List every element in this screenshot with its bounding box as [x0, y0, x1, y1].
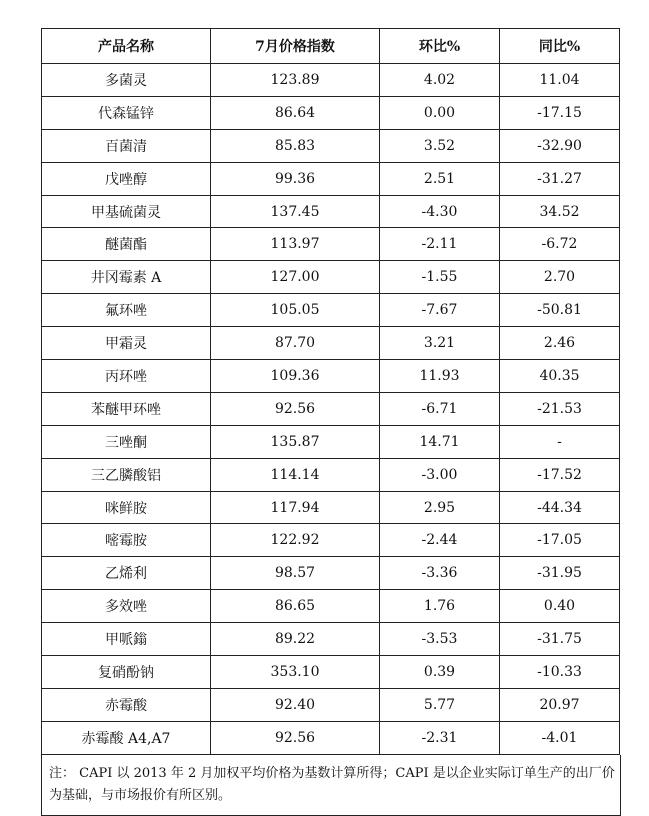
cell-product-name: 多菌灵 [42, 64, 211, 97]
cell-mom-percent: -2.44 [380, 524, 500, 557]
cell-yoy-percent: -21.53 [500, 392, 620, 425]
header-yoy-percent: 同比% [500, 29, 620, 64]
table-row [42, 688, 620, 721]
cell-mom-percent: 14.71 [380, 425, 500, 458]
cell-yoy-percent: 20.97 [500, 688, 620, 721]
cell-yoy-percent: -10.33 [500, 656, 620, 689]
cell-product-name: 嘧霉胺 [42, 524, 211, 557]
table-row [42, 590, 620, 623]
cell-product-name: 代森锰锌 [42, 96, 211, 129]
table-body [42, 64, 620, 755]
cell-mom-percent: -6.71 [380, 392, 500, 425]
cell-yoy-percent: 0.40 [500, 590, 620, 623]
cell-mom-percent: 3.52 [380, 129, 500, 162]
cell-yoy-percent: 40.35 [500, 360, 620, 393]
cell-product-name: 甲霜灵 [42, 327, 211, 360]
cell-july-index: 127.00 [211, 261, 380, 294]
cell-yoy-percent: - [500, 425, 620, 458]
cell-july-index: 123.89 [211, 64, 380, 97]
table-row [42, 327, 620, 360]
cell-july-index: 92.40 [211, 688, 380, 721]
cell-july-index: 99.36 [211, 162, 380, 195]
cell-july-index: 92.56 [211, 392, 380, 425]
table-row [42, 294, 620, 327]
table-row [42, 656, 620, 689]
cell-mom-percent: -2.11 [380, 228, 500, 261]
cell-product-name: 乙烯利 [42, 557, 211, 590]
cell-mom-percent: 1.76 [380, 590, 500, 623]
cell-mom-percent: 4.02 [380, 64, 500, 97]
cell-product-name: 咪鲜胺 [42, 491, 211, 524]
cell-mom-percent: 11.93 [380, 360, 500, 393]
cell-july-index: 105.05 [211, 294, 380, 327]
cell-yoy-percent: 2.46 [500, 327, 620, 360]
cell-product-name: 三乙膦酸铝 [42, 458, 211, 491]
cell-mom-percent: 2.95 [380, 491, 500, 524]
cell-mom-percent: -1.55 [380, 261, 500, 294]
cell-july-index: 85.83 [211, 129, 380, 162]
cell-mom-percent: -3.36 [380, 557, 500, 590]
price-index-table [41, 28, 620, 755]
table-row [42, 458, 620, 491]
table-row [42, 261, 620, 294]
cell-product-name: 三唑酮 [42, 425, 211, 458]
cell-mom-percent: -3.53 [380, 623, 500, 656]
header-product-name: 产品名称 [42, 29, 211, 64]
cell-product-name: 甲哌鎓 [42, 623, 211, 656]
cell-mom-percent: -2.31 [380, 721, 500, 754]
cell-mom-percent: 5.77 [380, 688, 500, 721]
cell-product-name: 戊唑醇 [42, 162, 211, 195]
cell-july-index: 135.87 [211, 425, 380, 458]
cell-product-name: 井冈霉素 A [42, 261, 211, 294]
cell-july-index: 86.64 [211, 96, 380, 129]
cell-yoy-percent: -4.01 [500, 721, 620, 754]
cell-mom-percent: -4.30 [380, 195, 500, 228]
cell-yoy-percent: -6.72 [500, 228, 620, 261]
cell-yoy-percent: -17.52 [500, 458, 620, 491]
cell-product-name: 苯醚甲环唑 [42, 392, 211, 425]
cell-july-index: 89.22 [211, 623, 380, 656]
cell-product-name: 醚菌酯 [42, 228, 211, 261]
cell-yoy-percent: -31.75 [500, 623, 620, 656]
cell-july-index: 109.36 [211, 360, 380, 393]
table-row [42, 491, 620, 524]
table-row [42, 228, 620, 261]
cell-july-index: 353.10 [211, 656, 380, 689]
cell-yoy-percent: -31.95 [500, 557, 620, 590]
table-header-row [42, 29, 620, 64]
cell-yoy-percent: 11.04 [500, 64, 620, 97]
cell-product-name: 赤霉酸 A4,A7 [42, 721, 211, 754]
table-row [42, 129, 620, 162]
table-row [42, 557, 620, 590]
header-july-index: 7月价格指数 [211, 29, 380, 64]
table-row [42, 392, 620, 425]
cell-product-name: 复硝酚钠 [42, 656, 211, 689]
cell-july-index: 113.97 [211, 228, 380, 261]
cell-product-name: 赤霉酸 [42, 688, 211, 721]
cell-july-index: 122.92 [211, 524, 380, 557]
table-row [42, 524, 620, 557]
cell-mom-percent: 0.39 [380, 656, 500, 689]
table-row [42, 721, 620, 754]
table-row [42, 195, 620, 228]
cell-mom-percent: 0.00 [380, 96, 500, 129]
cell-yoy-percent: -32.90 [500, 129, 620, 162]
cell-july-index: 98.57 [211, 557, 380, 590]
cell-product-name: 甲基硫菌灵 [42, 195, 211, 228]
cell-yoy-percent: -50.81 [500, 294, 620, 327]
cell-product-name: 百菌清 [42, 129, 211, 162]
cell-yoy-percent: -17.05 [500, 524, 620, 557]
cell-product-name: 氟环唑 [42, 294, 211, 327]
cell-july-index: 86.65 [211, 590, 380, 623]
cell-yoy-percent: -31.27 [500, 162, 620, 195]
cell-yoy-percent: 2.70 [500, 261, 620, 294]
cell-yoy-percent: -17.15 [500, 96, 620, 129]
table-row [42, 96, 620, 129]
cell-july-index: 92.56 [211, 721, 380, 754]
table-row [42, 64, 620, 97]
cell-yoy-percent: 34.52 [500, 195, 620, 228]
header-mom-percent: 环比% [380, 29, 500, 64]
cell-july-index: 87.70 [211, 327, 380, 360]
cell-mom-percent: 3.21 [380, 327, 500, 360]
cell-product-name: 多效唑 [42, 590, 211, 623]
cell-mom-percent: -7.67 [380, 294, 500, 327]
table-row [42, 623, 620, 656]
cell-yoy-percent: -44.34 [500, 491, 620, 524]
table-row [42, 162, 620, 195]
cell-july-index: 137.45 [211, 195, 380, 228]
table-row [42, 360, 620, 393]
table-row [42, 425, 620, 458]
cell-mom-percent: -3.00 [380, 458, 500, 491]
price-index-sheet [41, 28, 619, 816]
cell-july-index: 117.94 [211, 491, 380, 524]
footnote: 注： CAPI 以 2013 年 2 月加权平均价格为基数计算所得；CAPI 是以企业实际订单生产的出厂价为基础，与市场报价有所区别。 [41, 755, 621, 816]
cell-mom-percent: 2.51 [380, 162, 500, 195]
cell-product-name: 丙环唑 [42, 360, 211, 393]
cell-july-index: 114.14 [211, 458, 380, 491]
